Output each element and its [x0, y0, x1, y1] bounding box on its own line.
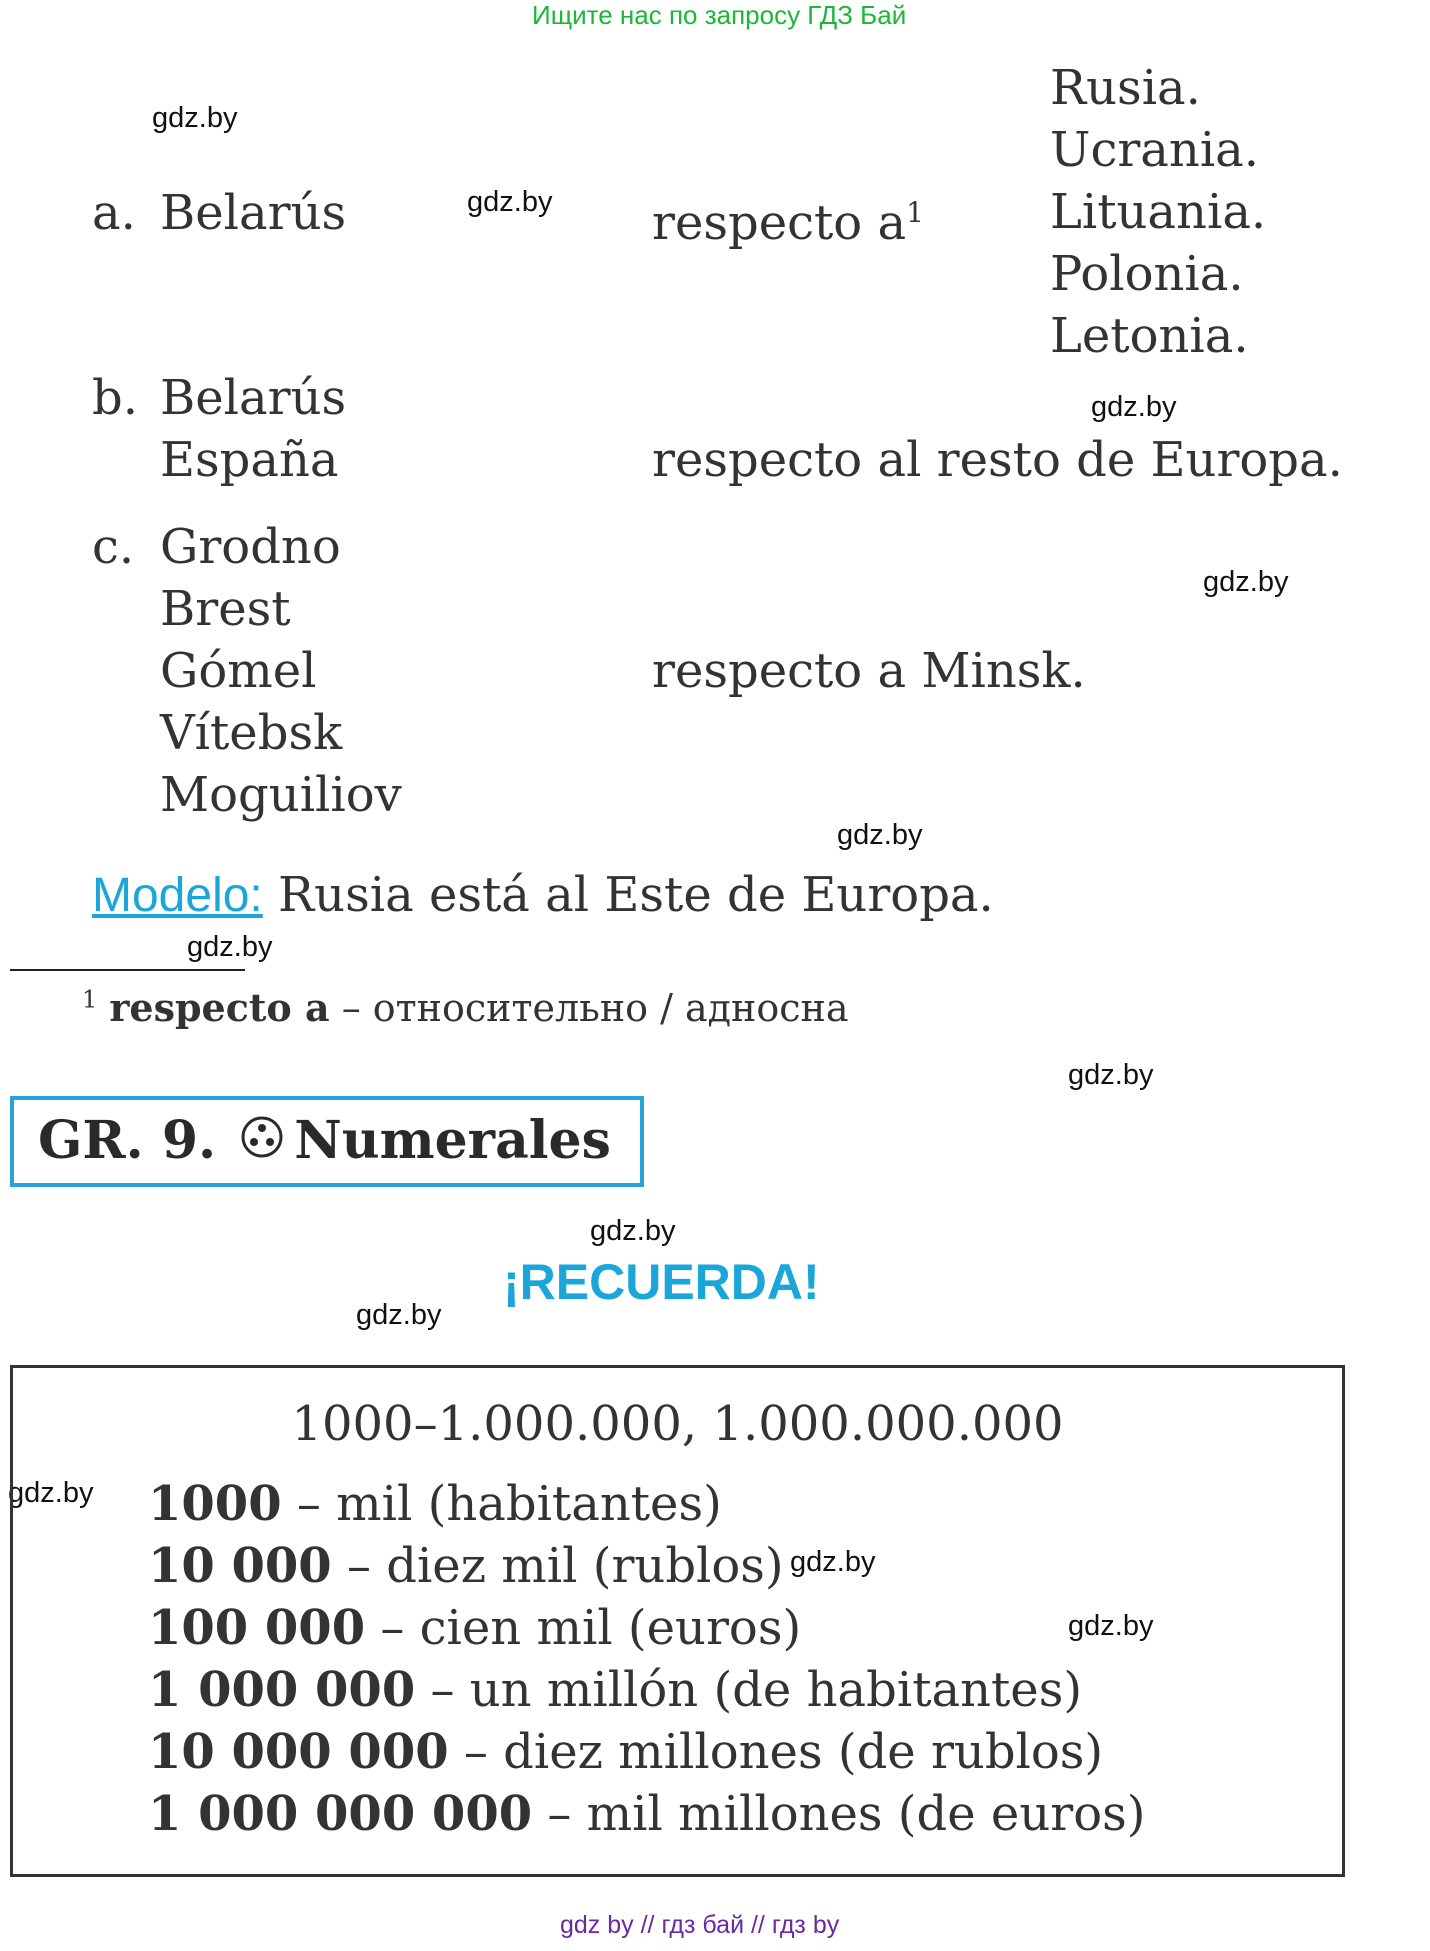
watermark: gdz.by — [1091, 391, 1177, 423]
footnote-number: 1 — [82, 985, 98, 1014]
numeral-word: – mil millones (de euros) — [547, 1786, 1146, 1842]
country-item: Rusia. — [1050, 60, 1201, 116]
footnote-term: respecto a — [109, 985, 330, 1030]
subject-a: Belarús — [160, 185, 347, 241]
footnote-marker: 1 — [906, 196, 924, 229]
recuerda-heading: ¡RECUERDA! — [503, 1254, 820, 1310]
subject-item: Belarús — [160, 370, 347, 426]
footnote-translation: – относительно / адносна — [341, 986, 849, 1030]
modelo-text: Rusia está al Este de Europa. — [278, 867, 994, 923]
country-item: Polonia. — [1050, 246, 1244, 302]
phrase-a-text: respecto a — [652, 195, 907, 251]
item-letter-c: c. — [92, 519, 135, 575]
numerals-box — [10, 1365, 1345, 1877]
numeral-row — [148, 1597, 1145, 1659]
numerals-list — [148, 1473, 1145, 1845]
numeral-row — [148, 1659, 1145, 1721]
subject-item: Brest — [160, 581, 291, 637]
numeral-row — [148, 1473, 1145, 1535]
bottom-links[interactable]: gdz by // гдз бай // гдз by — [560, 1911, 840, 1939]
numeral-word: – un millón (de habitantes) — [430, 1662, 1083, 1718]
country-list — [1050, 57, 1266, 367]
watermark: gdz.by — [1068, 1059, 1154, 1091]
grammar-label: GR. 9. — [38, 1110, 217, 1171]
phrase-a — [652, 182, 924, 254]
subject-list-b — [160, 367, 346, 491]
item-letter-b: b. — [92, 370, 138, 426]
watermark: gdz.by — [790, 1546, 876, 1578]
numeral-value: 1 000 000 000 — [148, 1786, 533, 1842]
watermark: gdz.by — [8, 1477, 94, 1509]
subject-item: Gómel — [160, 643, 317, 699]
grammar-heading-box — [10, 1096, 644, 1187]
watermark: gdz.by — [467, 186, 553, 218]
country-item: Lituania. — [1050, 184, 1267, 240]
grammar-heading — [38, 1108, 611, 1181]
numeral-word: – diez mil (rublos) — [346, 1538, 784, 1594]
audio-disc-icon[interactable] — [240, 1109, 284, 1175]
numeral-value: 10 000 000 — [148, 1724, 449, 1780]
model-sentence — [92, 864, 994, 927]
numeral-row — [148, 1783, 1145, 1845]
numeral-value: 1000 — [148, 1476, 282, 1532]
numeral-word: – mil (habitantes) — [296, 1476, 722, 1532]
watermark: gdz.by — [187, 931, 273, 963]
subject-list-c — [160, 516, 402, 826]
numeral-value: 1 000 000 — [148, 1662, 416, 1718]
grammar-title: Numerales — [294, 1110, 611, 1171]
numeral-word: – cien mil (euros) — [380, 1600, 802, 1656]
watermark: gdz.by — [152, 102, 238, 134]
item-letter-a: a. — [92, 185, 136, 241]
footnote — [82, 985, 849, 1030]
subject-item: Vítebsk — [160, 705, 343, 761]
top-banner[interactable]: Ищите нас по запросу ГДЗ Бай — [532, 0, 907, 30]
numeral-value: 100 000 — [148, 1600, 366, 1656]
modelo-link[interactable]: Modelo: — [92, 869, 263, 922]
footnote-divider — [10, 969, 245, 971]
phrase-b: respecto al resto de Europa. — [652, 432, 1343, 488]
watermark: gdz.by — [837, 819, 923, 851]
phrase-c: respecto a Minsk. — [652, 643, 1086, 699]
numeral-row — [148, 1535, 1145, 1597]
country-item: Letonia. — [1050, 308, 1249, 364]
subject-item: Moguiliov — [160, 767, 402, 823]
numeral-row — [148, 1721, 1145, 1783]
numerals-title: 1000–1.000.000, 1.000.000.000 — [291, 1396, 1064, 1452]
subject-item: Grodno — [160, 519, 341, 575]
watermark: gdz.by — [1203, 566, 1289, 598]
country-item: Ucrania. — [1050, 122, 1260, 178]
watermark: gdz.by — [1068, 1610, 1154, 1642]
subject-item: España — [160, 432, 339, 488]
watermark: gdz.by — [590, 1215, 676, 1247]
numeral-word: – diez millones (de rublos) — [463, 1724, 1104, 1780]
numeral-value: 10 000 — [148, 1538, 332, 1594]
watermark: gdz.by — [356, 1299, 442, 1331]
